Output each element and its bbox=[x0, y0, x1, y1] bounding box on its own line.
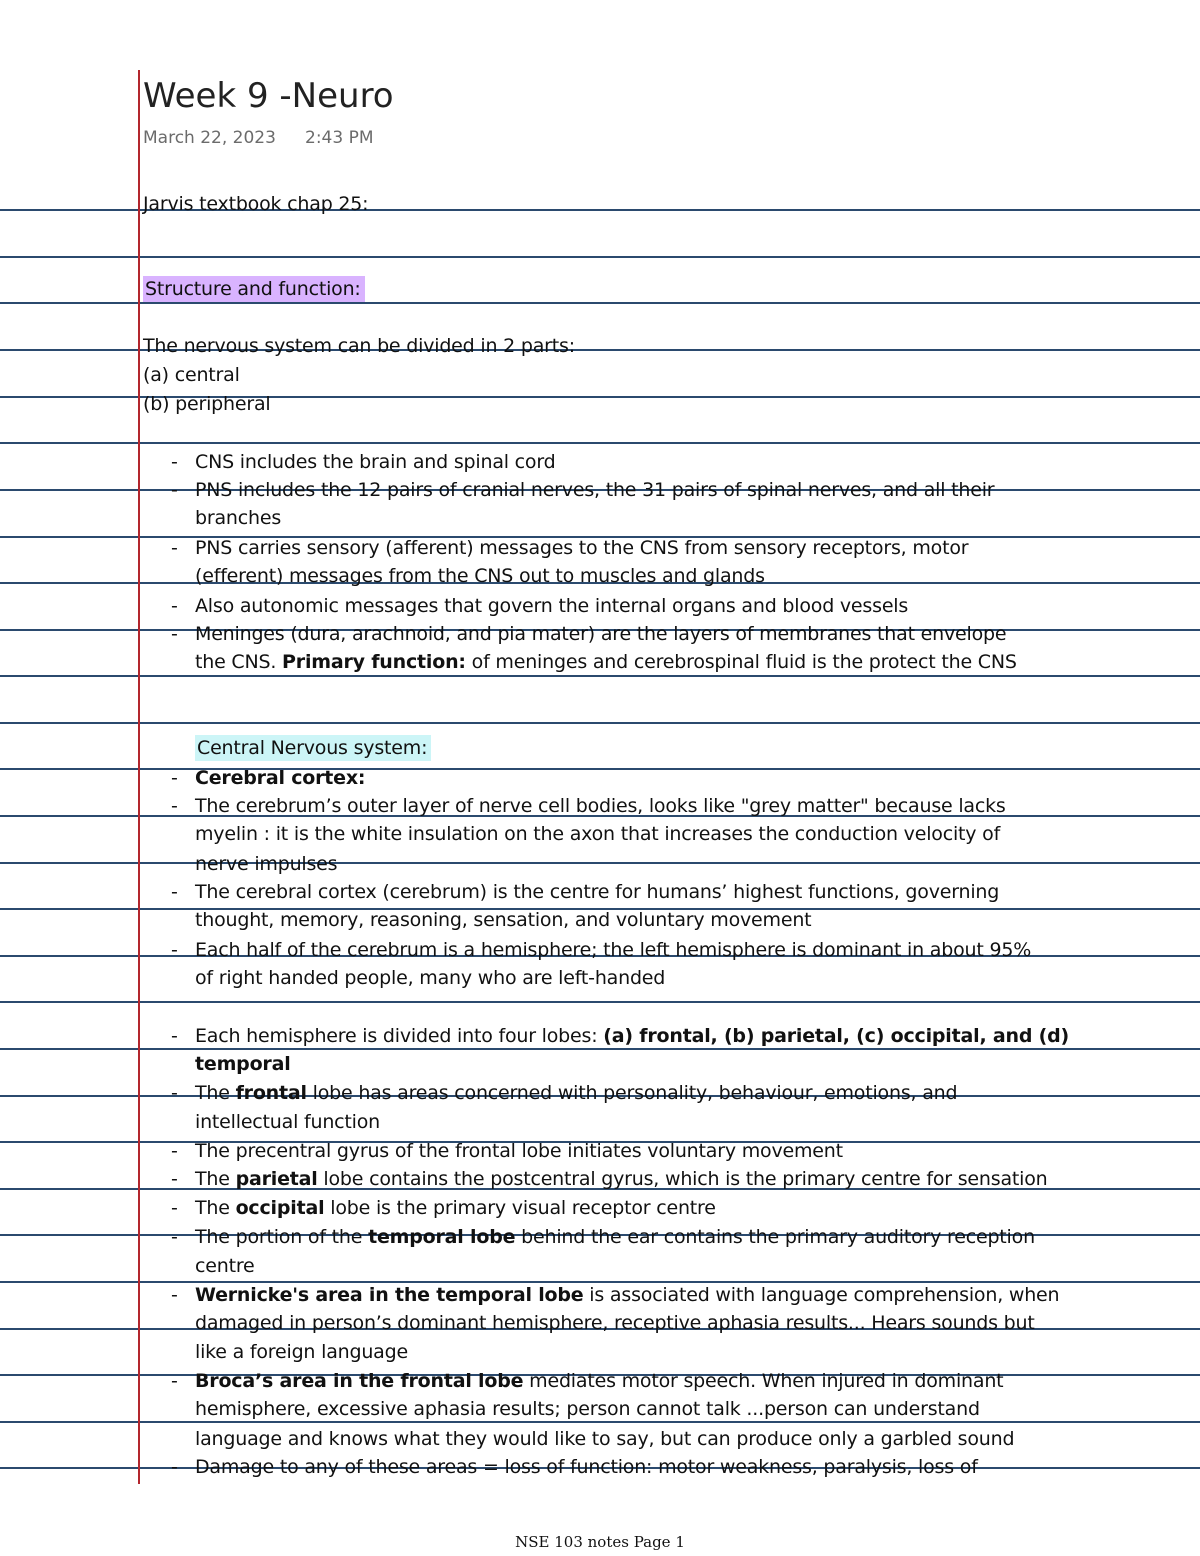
bold-run: (a) frontal, (b) parietal, (c) occipital, and (d) bbox=[603, 1025, 1070, 1047]
heading-cns-text: Central Nervous system: bbox=[195, 735, 431, 761]
bold-run: Broca’s area in the frontal lobe bbox=[195, 1370, 524, 1392]
ruled-line bbox=[0, 1421, 1200, 1423]
list-item[interactable] bbox=[195, 1369, 1003, 1393]
list-item[interactable]: Damage to any of these areas = loss of function: motor weakness, paralysis, loss of bbox=[195, 1456, 978, 1478]
ruled-line bbox=[0, 442, 1200, 444]
bullet-dash: - bbox=[171, 939, 178, 961]
bullet-dash: - bbox=[171, 537, 178, 559]
list-item[interactable]: The precentral gyrus of the frontal lobe initiates voluntary movement bbox=[195, 1140, 843, 1162]
list-item[interactable] bbox=[195, 1081, 957, 1105]
bold-run: temporal bbox=[195, 1053, 291, 1075]
ruled-line bbox=[0, 768, 1200, 770]
list-item-cont[interactable]: damaged in person’s dominant hemisphere, receptive aphasia results... Hears sounds but bbox=[195, 1312, 1035, 1334]
bullet-dash: - bbox=[171, 1226, 178, 1248]
list-item-cont[interactable]: hemisphere, excessive aphasia results; person cannot talk ...person can understand bbox=[195, 1398, 980, 1420]
text-run: lobe is the primary visual receptor centre bbox=[324, 1197, 716, 1219]
list-item[interactable] bbox=[195, 1024, 1069, 1048]
text-run: The portion of the bbox=[195, 1226, 369, 1248]
intro-line[interactable]: The nervous system can be divided in 2 parts: bbox=[143, 335, 575, 357]
heading-structure-text: Structure and function: bbox=[143, 276, 365, 302]
list-item[interactable]: PNS carries sensory (afferent) messages to the CNS from sensory receptors, motor bbox=[195, 537, 969, 559]
list-item[interactable]: Meninges (dura, arachnoid, and pia mater) are the layers of membranes that envelope bbox=[195, 623, 1007, 645]
ruled-line bbox=[0, 675, 1200, 677]
text-run: The bbox=[195, 1082, 236, 1104]
ruled-line bbox=[0, 256, 1200, 258]
heading-cns[interactable] bbox=[195, 736, 431, 760]
list-item-cont[interactable]: myelin : it is the white insulation on the axon that increases the conduction velocity of bbox=[195, 823, 1001, 845]
bullet-dash: - bbox=[171, 1456, 178, 1478]
text-run: is associated with language comprehension, when bbox=[583, 1284, 1060, 1306]
bullet-dash: - bbox=[171, 767, 178, 789]
text-run: The bbox=[195, 1168, 236, 1190]
ruled-line bbox=[0, 722, 1200, 724]
bullet-dash: - bbox=[171, 1140, 178, 1162]
bold-run: Cerebral cortex: bbox=[195, 767, 366, 789]
part-a-line[interactable]: (a) central bbox=[143, 364, 240, 386]
bullet-dash: - bbox=[171, 795, 178, 817]
list-item-cont[interactable]: nerve impulses bbox=[195, 853, 338, 875]
text-run: of meninges and cerebrospinal fluid is the protect the CNS bbox=[465, 651, 1017, 673]
bold-run: frontal bbox=[235, 1082, 307, 1104]
text-run: behind the ear contains the primary auditory reception bbox=[515, 1226, 1035, 1248]
page-date: March 22, 2023 bbox=[143, 128, 276, 148]
list-item-cont[interactable] bbox=[195, 650, 1017, 674]
ruled-line bbox=[0, 1048, 1200, 1050]
list-item-cont[interactable]: thought, memory, reasoning, sensation, and voluntary movement bbox=[195, 909, 812, 931]
bullet-dash: - bbox=[171, 1025, 178, 1047]
bold-run: parietal bbox=[235, 1168, 318, 1190]
heading-structure[interactable] bbox=[143, 277, 365, 301]
text-run: The bbox=[195, 1197, 236, 1219]
bullet-dash: - bbox=[171, 881, 178, 903]
list-item-cont[interactable]: intellectual function bbox=[195, 1111, 381, 1133]
bullet-dash: - bbox=[171, 623, 178, 645]
list-item[interactable]: PNS includes the 12 pairs of cranial nerves, the 31 pairs of spinal nerves, and all their bbox=[195, 479, 995, 501]
list-item-cont[interactable]: of right handed people, many who are left-handed bbox=[195, 967, 666, 989]
list-item[interactable]: Also autonomic messages that govern the internal organs and blood vessels bbox=[195, 595, 909, 617]
bold-run: occipital bbox=[235, 1197, 325, 1219]
text-run: lobe has areas concerned with personality, behaviour, emotions, and bbox=[306, 1082, 958, 1104]
list-item[interactable] bbox=[195, 1196, 716, 1220]
text-run: lobe contains the postcentral gyrus, which is the primary centre for sensation bbox=[317, 1168, 1048, 1190]
page-footer: NSE 103 notes Page 1 bbox=[515, 1533, 685, 1551]
list-item[interactable] bbox=[195, 1225, 1035, 1249]
list-item-cont[interactable]: language and knows what they would like to say, but can produce only a garbled sound bbox=[195, 1428, 1015, 1450]
list-item[interactable]: The cerebral cortex (cerebrum) is the centre for humans’ highest functions, governing bbox=[195, 881, 1000, 903]
list-item[interactable]: The cerebrum’s outer layer of nerve cell bodies, looks like "grey matter" because lacks bbox=[195, 795, 1006, 817]
text-run: Each hemisphere is divided into four lobes: bbox=[195, 1025, 604, 1047]
text-run: mediates motor speech. When injured in dominant bbox=[523, 1370, 1004, 1392]
ruled-line bbox=[0, 862, 1200, 864]
list-item[interactable] bbox=[195, 1167, 1048, 1191]
list-item-cont[interactable]: branches bbox=[195, 507, 282, 529]
part-b-line[interactable]: (b) peripheral bbox=[143, 393, 271, 415]
list-item[interactable] bbox=[195, 766, 365, 790]
margin-line bbox=[138, 70, 140, 1484]
list-item[interactable]: CNS includes the brain and spinal cord bbox=[195, 451, 556, 473]
bold-run: Wernicke's area in the temporal lobe bbox=[195, 1284, 584, 1306]
list-item[interactable]: Each half of the cerebrum is a hemisphere; the left hemisphere is dominant in about 95% bbox=[195, 939, 1032, 961]
list-item-cont[interactable] bbox=[195, 1052, 291, 1076]
bold-run: Primary function: bbox=[282, 651, 466, 673]
bullet-dash: - bbox=[171, 1197, 178, 1219]
bullet-dash: - bbox=[171, 1168, 178, 1190]
bullet-dash: - bbox=[171, 479, 178, 501]
list-item[interactable] bbox=[195, 1283, 1059, 1307]
text-run: the CNS. bbox=[195, 651, 283, 673]
bullet-dash: - bbox=[171, 1284, 178, 1306]
list-item-cont[interactable]: like a foreign language bbox=[195, 1341, 408, 1363]
bullet-dash: - bbox=[171, 1082, 178, 1104]
ruled-line bbox=[0, 302, 1200, 304]
source-line[interactable]: Jarvis textbook chap 25: bbox=[143, 193, 369, 215]
bullet-dash: - bbox=[171, 595, 178, 617]
ruled-line bbox=[0, 1001, 1200, 1003]
page-time: 2:43 PM bbox=[305, 128, 374, 148]
bullet-dash: - bbox=[171, 451, 178, 473]
page-title[interactable]: Week 9 -Neuro bbox=[143, 76, 394, 116]
bullet-dash: - bbox=[171, 1370, 178, 1392]
bold-run: temporal lobe bbox=[368, 1226, 516, 1248]
list-item-cont[interactable]: (efferent) messages from the CNS out to muscles and glands bbox=[195, 565, 765, 587]
list-item-cont[interactable]: centre bbox=[195, 1255, 255, 1277]
